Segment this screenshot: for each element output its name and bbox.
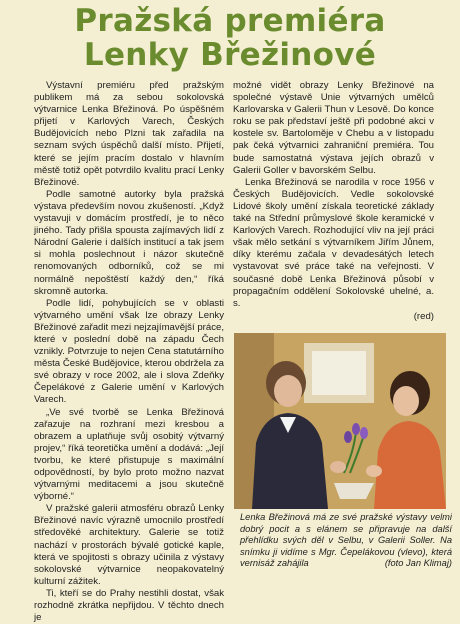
title-line-2: Lenky Břežinové bbox=[83, 37, 377, 73]
photo-illustration bbox=[234, 333, 446, 509]
photo-credit: (foto Jan Klimaj) bbox=[384, 558, 452, 569]
title-line-1: Pražská premiéra bbox=[74, 3, 386, 39]
paragraph: „Ve své tvorbě se Lenka Břežinová zařazuje na rozhraní mezi kresbou a obrazem a uplatňuje svůj osobitý výtvarný projev,“ říká teoretička umění a dodává: „Její tvorbu, ke které přistupuje s maximální odpovědností, by bylo proto možno nazvat výtvarnými meditacemi a jsou skutečně výborné.“ bbox=[34, 406, 224, 503]
paragraph: Ti, kteří se do Prahy nestihli dostat, však rozhodně zkrátka nepřijdou. V těchto dnech je bbox=[34, 587, 224, 624]
photo-caption bbox=[240, 512, 452, 570]
paragraph: Výstavní premiéru před pražským publikem má za sebou sokolovská výtvarnice Lenka Břežinová. Po úspěšném přijetí v Karlových Varech, Českých Budějovicích nebo Plzni tak zařadila na seznam svých úspěchů další místo. Přijetí, které se jejím pracím dostalo v hlavním městě totiž opět potvrdilo kvalitu prací Lenky Břežinové. bbox=[34, 80, 224, 188]
left-column bbox=[34, 80, 224, 624]
article-credit: (red) bbox=[413, 310, 434, 322]
paragraph: Podle lidí, pohybujících se v oblasti výtvarného umění však lze obrazy Lenky Břežinové zařadit mezi nejzajímavější práce, které v poslední době na západu Čech vznikly. Potvrzuje to nejen Cena statutárního města České Budějovice, kterou obdržela za své obrazy v roce 2002, ale i slova Zdeňky Čepelákové z Galerie umění v Karlových Varech. bbox=[34, 297, 224, 406]
paragraph: Lenka Břežinová se narodila v roce 1956 v Českých Budějovicích. Vedle sokolovské Lidové školy umění získala teoretické základy také na Střední průmyslové škole keramické v Karlových Varech. Rozhodující vliv na její práci však mělo setkání s výtvarníkem Jiřím Jůnem, díky kterému začala v devadesátých letech vystavovat své práce také na veřejnosti. V současné době Lenka Břežinová působí v propagačním oddělení Sokolovské uhelné, a. s. bbox=[233, 176, 434, 309]
paragraph: možné vidět obrazy Lenky Břežinové na společné výstavě Unie výtvarných umělců Karlovarska v Galerii Thun v Lesově. Do konce roku se pak představí ještě při podobné akci v kostele sv. Bartoloměje v Chebu a v listopadu pak čeká výtvarnici zahraniční premiéra. Tou bude samostatná výstava jejích obrazů v Galerii Goller v bavorském Selbu. bbox=[233, 80, 434, 176]
article-title bbox=[0, 4, 460, 72]
paragraph: Podle samotné autorky byla pražská výstava především novou zkušeností. „Když vystavuji v domácím prostředí, je to něco jiného. Tady přišla spousta zajímavých lidí z Národní Galerie i dalších institucí a tak jsem si mohla poslechnout i názor skutečně renomovaných odborníků, což se mi normálně nepoštěstí každý den,“ říká skromně autorka. bbox=[34, 188, 224, 297]
caption-text: Lenka Břežinová má ze své pražské výstavy velmi dobrý pocit a s elánem se připravuje na další přehlídku svých děl v Selbu, v Galerii Soller. Na snímku ji vidíme s Mgr. Čepelákovou (vlevo), která vernisáž zahájila bbox=[240, 512, 452, 569]
article-photo bbox=[234, 333, 446, 509]
right-column bbox=[233, 80, 434, 323]
paragraph: V pražské galerii atmosféru obrazů Lenky Břežinové navíc výrazně umocnilo prostředí středověké architektury. Galerie se totiž nachází v prostorách bývalé gotické kaple, která ve spojitosti s obrazy učinila z výstavy sokolovské výtvarnice neopakovatelný kulturní zážitek. bbox=[34, 503, 224, 587]
